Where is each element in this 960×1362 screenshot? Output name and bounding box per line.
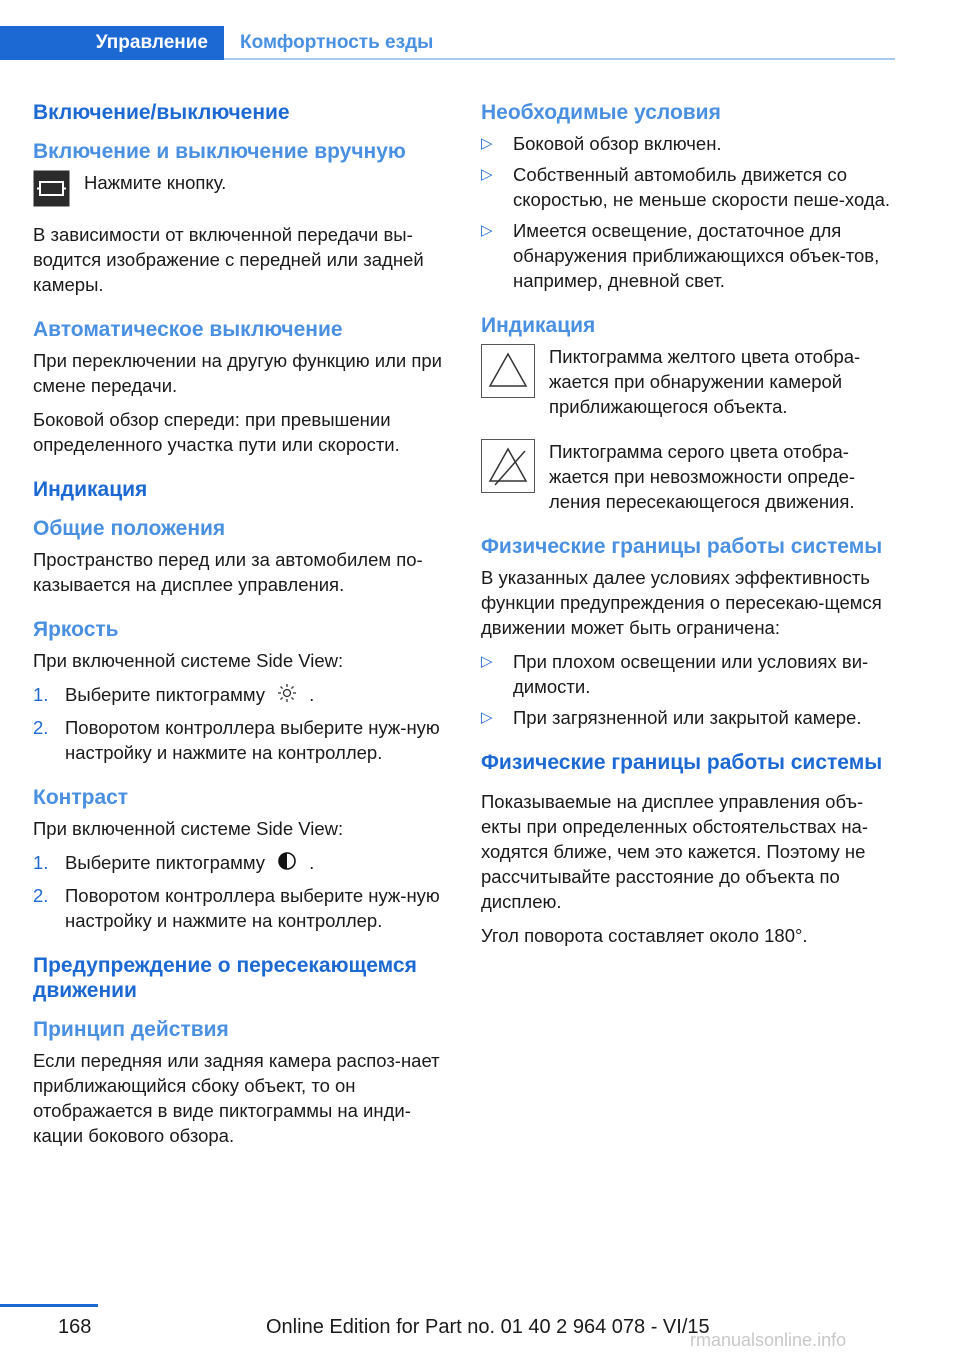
page-number: 168 [58,1316,92,1338]
principle-text: Если передняя или задняя камера распоз-нает приближающийся сбоку объект, то он отображается в виде пиктограммы на инди-кации бокового обзора. [33,1050,440,1147]
heading-display-right: Индикация [481,314,596,337]
step-text [65,850,314,877]
triangle-bullet-icon: ▷ [481,709,493,726]
depending-text: В зависимости от включенной передачи вы-водится изображение с передней или задней камеры. [33,224,424,295]
left-column [33,100,447,1157]
step-number: 1. [33,684,49,705]
list-item-text: При плохом освещении или условиях ви-димости. [513,651,869,697]
list-item-text: Собственный автомобиль движется со скоростью, не меньше скорости пеше-хода. [513,164,891,210]
list-item [33,850,447,877]
list-item [481,649,895,699]
yellow-pictogram-row [481,344,895,419]
triangle-bullet-icon: ▷ [481,166,493,183]
limits-1-text: В указанных далее условиях эффективность функции предупреждения о пересекаю-щемся движении может быть ограничена: [481,567,882,638]
brightness-steps [33,682,447,765]
footer-accent-line [0,1304,98,1307]
list-item [481,162,895,212]
list-item [33,682,447,709]
auto-off-text-2: Боковой обзор спереди: при превышении определенного участка пути или скорости. [33,409,400,455]
list-item-text: При загрязненной или закрытой камере. [513,707,862,728]
heading-brightness: Яркость [33,618,119,641]
contrast-steps [33,850,447,933]
step-number: 2. [33,885,49,907]
triangle-bullet-icon: ▷ [481,653,493,670]
side-view-button-icon [33,170,70,213]
edition-text: Online Edition for Part no. 01 40 2 964 078 - VI/15 [266,1316,710,1338]
heading-on-off: Включение/выключение [33,101,290,124]
list-item [481,218,895,293]
warning-triangle-icon [481,344,535,404]
heading-auto-off: Автоматическое выключение [33,318,343,341]
step-text [65,682,314,709]
list-item-text: Имеется освещение, достаточное для обнаружения приближающихся объек-тов, например, дневной свет. [513,220,880,291]
heading-limits-1: Физические границы работы системы [481,535,883,558]
press-button-row [33,170,447,213]
general-text: Пространство перед или за автомобилем по-казывается на дисплее управления. [33,549,423,595]
heading-principle: Принцип действия [33,1018,229,1042]
step-text-a: Выберите пиктограмму [65,852,266,874]
list-item-text: Боковой обзор включен. [513,133,722,154]
step-number: 2. [33,717,49,739]
press-button-text: Нажмите кнопку. [84,172,227,193]
header-divider [224,58,895,60]
step-text-a: Выберите пиктограмму [65,684,266,705]
sun-icon [277,683,297,709]
list-item [481,705,895,730]
warning-triangle-crossed-icon [481,439,535,499]
heading-conditions: Необходимые условия [481,101,721,124]
angle-text: Угол поворота составляет около 180°. [481,925,808,946]
watermark: rmanualsonline.info [690,1330,847,1350]
triangle-bullet-icon: ▷ [481,222,493,239]
heading-contrast: Контраст [33,786,129,810]
list-item [33,883,447,933]
triangle-bullet-icon: ▷ [481,135,493,152]
conditions-list [481,131,895,293]
heading-display: Индикация [33,478,148,501]
list-item [33,715,447,765]
heading-limits-2: Физические границы работы системы [481,751,883,774]
step-text-b: . [309,852,315,874]
brightness-intro: При включенной системе Side View: [33,650,344,671]
heading-manual: Включение и выключение вручную [33,140,406,163]
limits-2-text: Показываемые на дисплее управления объ-екты при определенных обстоятельствах на-ходятся ближе, чем это кажется. Поэтому не рассчитывайте расстояние до объекта по дисплею. [481,791,868,912]
auto-off-text-1: При переключении на другую функцию или при смене передачи. [33,350,443,396]
contrast-icon [277,851,297,877]
contrast-intro: При включенной системе Side View: [33,818,344,840]
step-number: 1. [33,852,49,874]
step-text: Поворотом контроллера выберите нуж-ную настройку и нажмите на контроллер. [65,885,440,932]
yellow-pictogram-text: Пиктограмма желтого цвета отобра-жается при обнаружении камерой приближающегося объекта. [549,346,861,417]
tab-comfort[interactable]: Комфортность езды [240,32,434,53]
step-text-b: . [309,684,315,705]
step-text: Поворотом контроллера выберите нуж-ную настройку и нажмите на контроллер. [65,717,440,764]
gray-pictogram-text: Пиктограмма серого цвета отобра-жается при невозможности опреде-ления пересекающегося движения. [549,441,856,512]
header-tabs [0,26,895,62]
gray-pictogram-row [481,439,895,514]
tab-control[interactable]: Управление [0,26,224,60]
heading-cross-traffic-warning: Предупреждение о пересекающемся движении [33,954,417,1003]
right-column [481,100,895,957]
heading-general: Общие положения [33,517,226,540]
limits-1-list [481,649,895,730]
list-item [481,131,895,156]
